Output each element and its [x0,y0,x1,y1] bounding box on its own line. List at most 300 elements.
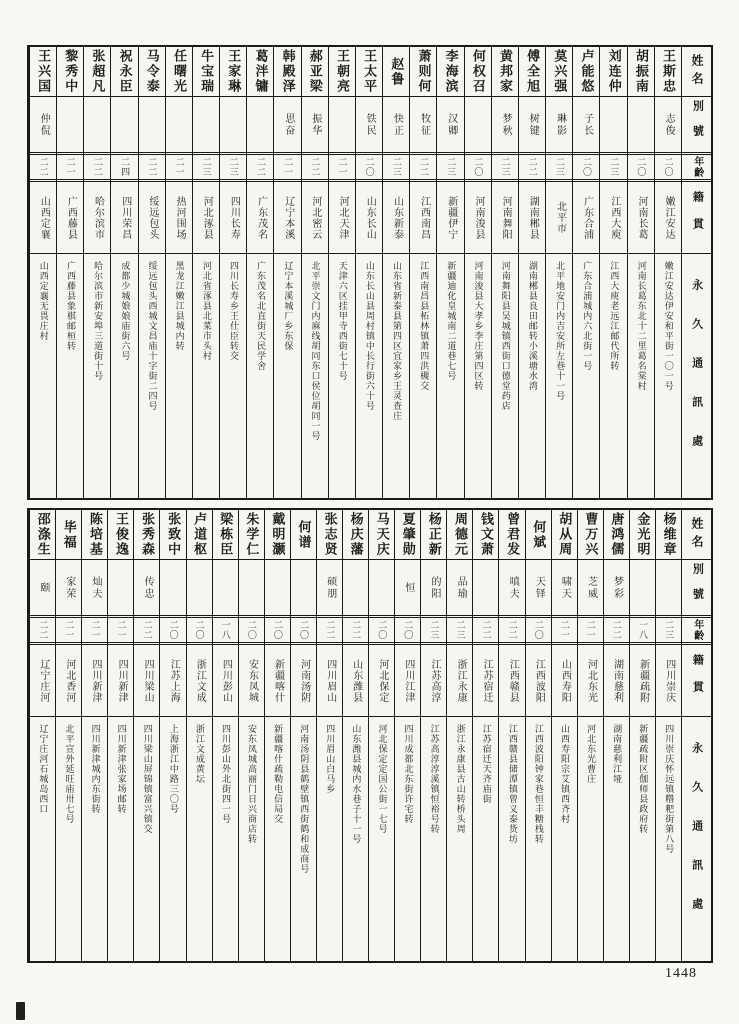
entry-alias-cell [519,97,545,155]
entry-origin: 河北保定 [376,658,388,703]
entry-address-cell [447,717,472,961]
entry-address-cell [57,254,83,498]
entry-age-cell [187,618,212,645]
entry-name: 葛泮镛 [253,49,269,94]
entry-name: 戴明灏 [270,512,286,557]
entry-age: 二〇 [298,620,309,640]
entry-name: 杨维章 [661,512,677,557]
entry-name: 黄邦家 [498,49,513,94]
header-origin-label: 籍貫 [691,190,704,245]
entry-alias: 汉卿 [445,112,457,137]
entry-address: 安东凤城高丽门日兴商店转 [247,724,258,844]
entry-age: 二三 [391,157,402,177]
entry-address: 辽宁本溪城厂乡东保 [283,261,294,351]
entry-alias-cell [499,560,524,618]
entry-alias-cell [274,97,300,155]
entry-alias-cell [369,560,394,618]
entry-column [472,510,498,961]
entry-address-cell [187,717,212,961]
entry-age-cell [56,618,81,645]
entry-name: 胡振南 [633,49,649,94]
entry-name-cell [421,510,446,560]
header-cell-alias [682,560,711,618]
entry-address-cell [546,254,572,498]
entry-name-cell [57,47,83,97]
entry-origin: 四川荣昌 [119,195,131,240]
entry-alias: 芝威 [585,575,597,600]
header-alias-label: 別號 [691,99,704,150]
entry-column [219,47,246,498]
entry-name-cell [369,510,394,560]
entry-name-cell [160,510,185,560]
entry-column [81,510,107,961]
entry-origin-cell [604,645,629,717]
entry-age-cell [82,618,107,645]
entry-origin-cell [30,182,56,254]
entry-age-cell [274,155,300,182]
entry-age-cell [265,618,290,645]
entry-address: 江西波阳钟家巷恒丰糖栈转 [533,724,544,844]
entry-origin: 辽宁本溪 [282,195,294,240]
entry-column [110,47,137,498]
entry-origin: 山西定襄 [38,195,50,240]
entry-name: 金光明 [635,512,651,557]
entry-address: 北平宣外延旺庙卅七号 [64,724,75,824]
entry-address-cell [552,717,577,961]
roster-table-bottom [27,508,713,963]
entry-origin-cell [369,645,394,717]
entry-address: 江西大庾老远江邮代所转 [609,261,620,371]
entry-name-cell [30,510,55,560]
entry-address: 成都少城娘娘庙街六号 [120,261,131,361]
entry-name-cell [383,47,409,97]
entry-age-cell [30,618,55,645]
entry-address-cell [247,254,273,498]
entry-alias: 品瑜 [455,575,467,600]
entry-column [159,510,185,961]
entry-alias-cell [30,97,56,155]
entry-address: 新疆迪化皇城南二道巷七号 [446,261,457,381]
entry-column [382,47,409,498]
entry-origin-cell [187,645,212,717]
entry-name-cell [465,47,491,97]
entry-alias-cell [600,97,626,155]
entry-column [138,47,165,498]
entry-address-cell [302,254,328,498]
entry-origin: 河南舞阳 [500,195,512,240]
entry-address: 山东潍县城内水巷子十一号 [351,724,362,844]
entry-origin-cell [134,645,159,717]
entries-top [29,47,681,498]
entry-origin: 广东合浦 [581,195,593,240]
entry-address: 河北东光曹庄 [586,724,597,784]
entry-age: 二三 [429,620,440,640]
entry-alias-cell [437,97,463,155]
entry-age: 二〇 [663,157,674,177]
entry-name-cell [499,510,524,560]
entry-column [518,47,545,498]
entry-alias-cell [343,560,368,618]
entry-origin: 四川梁山 [142,658,154,703]
entry-address: 四川崇庆怀远镇糌粑街第八号 [664,724,675,854]
entry-origin-cell [628,182,654,254]
entry-origin-cell [84,182,110,254]
entry-address: 河南汤阴县鹤壁镇西街鹤和成商号 [299,724,310,874]
entry-address: 四川长寿乡王仕臣转交 [229,261,239,361]
entry-age: 二三 [455,620,466,640]
entry-name-cell [84,47,110,97]
entry-age-cell [604,618,629,645]
entry-name-cell [302,47,328,97]
header-cell-origin [682,645,711,717]
entry-address-cell [213,717,238,961]
entry-origin: 江西南昌 [418,195,430,240]
entry-address-cell [82,717,107,961]
entry-address: 山西定襄无畏庄村 [38,261,49,341]
entry-origin: 河北密云 [309,195,321,240]
entry-name: 郝亚梁 [307,49,323,94]
entry-address-cell [193,254,219,498]
entry-column [165,47,192,498]
entry-age-cell [134,618,159,645]
entry-origin-cell [519,182,545,254]
entry-alias-cell [220,97,246,155]
entry-column [464,47,491,498]
entry-age: 二二 [527,157,538,177]
entry-alias-cell [57,97,83,155]
entry-column [654,47,681,498]
entry-address: 江苏高淳淳溪镇恒裕号转 [429,724,440,834]
entry-name: 何权召 [470,49,486,94]
entry-origin: 河北东光 [585,658,597,703]
entry-age: 二〇 [473,157,484,177]
entry-address-cell [160,717,185,961]
entry-age: 二一 [90,620,101,640]
entry-column [133,510,159,961]
entry-alias: 灿夫 [89,575,101,600]
entry-alias-cell [473,560,498,618]
entry-column [238,510,264,961]
entry-origin-cell [492,182,518,254]
entry-name: 王斯忠 [661,49,677,94]
entry-age-cell [369,618,394,645]
entry-origin: 哈尔滨市 [92,195,104,240]
entry-column [551,510,577,961]
entry-name-cell [139,47,165,97]
entry-alias: 恒 [402,581,414,594]
entry-address: 四川成都北东街许宅转 [403,724,414,824]
entry-age: 二二 [147,157,158,177]
entry-age-cell [220,155,246,182]
header-cell-age [682,155,711,182]
entry-alias-cell [604,560,629,618]
entry-address-cell [526,717,551,961]
entry-origin: 浙江永康 [455,658,467,703]
entry-address-cell [600,254,626,498]
entry-alias-cell [656,560,681,618]
entry-address: 北平地安门内吉安所左巷十一号 [555,261,566,401]
entry-age-cell [111,155,137,182]
entry-name: 牛宝瑞 [199,49,215,94]
entry-alias-cell [160,560,185,618]
entry-origin-cell [82,645,107,717]
entry-address-cell [84,254,110,498]
entry-origin: 河南汤阴 [298,658,310,703]
entry-column [355,47,382,498]
entry-address-cell [421,717,446,961]
entry-origin: 江西波阳 [533,658,545,703]
entry-name: 祝永臣 [117,49,133,94]
entry-address: 湖南慈利江垭 [612,724,623,784]
entry-age: 二二 [92,157,103,177]
entry-age: 二四 [120,157,131,177]
entry-age-cell [213,618,238,645]
entry-age-cell [84,155,110,182]
entry-address-cell [134,717,159,961]
entry-name: 卢道枢 [192,512,208,557]
entry-origin: 绥远包头 [146,195,158,240]
entry-alias: 梦彩 [611,575,623,600]
entry-address-cell [274,254,300,498]
entry-origin-cell [265,645,290,717]
entry-name-cell [604,510,629,560]
entry-origin: 江西大庾 [608,195,620,240]
entry-address: 河北省涿县北菜市头村 [201,261,212,361]
entry-age: 二〇 [194,620,205,640]
entry-age: 二〇 [377,620,388,640]
entry-address-cell [108,717,133,961]
entry-name: 何谱 [296,519,312,550]
entry-origin-cell [383,182,409,254]
entry-alias: 铁民 [364,112,376,137]
entry-address-cell [291,717,316,961]
entry-alias: 快正 [391,112,403,137]
entry-name-cell [213,510,238,560]
entry-age-cell [499,618,524,645]
entry-age: 二二 [351,620,362,640]
entry-age: 二一 [65,157,76,177]
entry-address: 新疆疏附区伽师县政府转 [638,724,649,834]
entry-address-cell [139,254,165,498]
entry-origin-cell [421,645,446,717]
entry-address: 湖南郴县良田邮转小溪塘水湾 [527,261,538,391]
header-age-label: 年齡 [691,619,703,641]
entry-alias-cell [213,560,238,618]
entry-alias-cell [630,560,655,618]
entry-name: 曾君发 [505,512,521,557]
entry-alias-cell [166,97,192,155]
entry-address: 辽宁庄河石城岛西口 [38,724,49,814]
entry-address: 山东省新泰县第四区宜家乡王灵查庄 [392,261,403,421]
entry-name: 陈培基 [87,512,103,557]
entry-column [290,510,316,961]
entry-name-cell [473,510,498,560]
entry-column [420,510,446,961]
entry-age-cell [546,155,572,182]
entry-alias-cell [655,97,681,155]
entry-age: 二二 [38,620,49,640]
entry-name-cell [492,47,518,97]
entry-origin: 江苏高淳 [429,658,440,703]
entry-alias-cell [356,97,382,155]
entry-column [603,510,629,961]
entry-address: 上海浙江中路三〇号 [168,724,179,814]
entry-address-cell [630,717,655,961]
entry-alias: 天铎 [533,575,545,600]
entry-origin-cell [526,645,551,717]
entry-address-cell [369,717,394,961]
entry-column [629,510,655,961]
header-alias-label: 別號 [691,562,704,613]
entry-alias-cell [247,97,273,155]
entry-name: 张致中 [166,512,182,557]
entry-address-cell [492,254,518,498]
header-cell-address [682,254,711,498]
entry-name-cell [343,510,368,560]
entry-age-cell [160,618,185,645]
entry-origin: 四川新津 [116,658,128,703]
entry-age: 二〇 [403,620,414,640]
entry-address: 河北保定定国公街一七号 [377,724,388,834]
entry-column [627,47,654,498]
entry-alias-cell [465,97,491,155]
entry-age: 一八 [638,620,648,640]
entry-alias-cell [302,97,328,155]
entry-address: 河南长葛东北十二里葛名棠村 [636,261,647,391]
entry-name: 王兴国 [36,49,52,94]
entry-origin-cell [395,645,420,717]
entry-alias: 牧征 [418,112,430,137]
entry-address: 新疆喀什疏勒电信局交 [273,724,284,824]
entry-alias: 嗔夫 [507,575,519,600]
entry-address: 江苏宿迁天齐庙街 [481,724,492,804]
entry-age-cell [465,155,491,182]
entry-alias: 硕朋 [324,575,336,600]
entry-name: 杨庆藩 [348,512,364,557]
entry-origin: 四川江津 [402,658,414,703]
entry-alias: 琳影 [554,112,566,137]
entry-origin-cell [656,645,681,717]
entry-name-cell [329,47,355,97]
entry-origin: 四川长寿 [228,195,240,240]
entry-column [394,510,420,961]
entry-origin-cell [57,182,83,254]
entry-age: 二三 [609,157,620,177]
entry-name: 王俊逸 [113,512,129,557]
entry-age-cell [628,155,654,182]
entry-name: 钱文萧 [479,512,495,557]
entry-name: 莫兴强 [552,49,568,94]
entry-age-cell [655,155,681,182]
entry-address: 广西藤县象棋邮桓转 [65,261,76,351]
entry-name: 李海滨 [443,49,459,94]
entry-address: 浙江文成黄坛 [194,724,205,784]
entry-column [409,47,436,498]
entry-origin-cell [578,645,603,717]
header-address-label: 永久通訊處 [690,741,703,937]
entry-age-cell [552,618,577,645]
entry-alias-cell [239,560,264,618]
entry-age-cell [519,155,545,182]
entry-origin-cell [499,645,524,717]
entry-name-cell [630,510,655,560]
entry-address-cell [604,717,629,961]
entry-age: 二一 [64,620,75,640]
entry-origin-cell [473,645,498,717]
entry-address: 山西寿阳宗艾镇西齐村 [559,724,570,824]
entry-column [192,47,219,498]
entry-origin: 广东茂名 [255,195,267,240]
entry-age-cell [473,618,498,645]
entry-name-cell [134,510,159,560]
entry-name: 夏肇勋 [400,512,416,557]
entry-age: 二二 [310,157,321,177]
entry-origin-cell [160,645,185,717]
header-address-label: 永久通訊處 [690,278,703,474]
entry-age: 二二 [418,157,429,177]
entry-origin: 四川新津 [89,658,101,703]
entry-name: 黎秀中 [63,49,79,94]
entry-age-cell [317,618,342,645]
entry-column [545,47,572,498]
entry-column [525,510,551,961]
entry-alias-cell [552,560,577,618]
entry-column [577,510,603,961]
entry-alias: 思奋 [282,112,294,137]
entry-column [186,510,212,961]
entry-origin-cell [437,182,463,254]
entry-address: 天津六区挂甲寺西街七十号 [337,261,348,381]
entry-origin: 河南浚县 [472,195,484,240]
entry-alias-cell [573,97,599,155]
entry-alias-cell [628,97,654,155]
entry-name-cell [274,47,300,97]
entry-age-cell [421,618,446,645]
entry-column [498,510,524,961]
entry-name-cell [656,510,681,560]
entry-name: 何斌 [531,519,547,550]
entry-origin: 新疆伊宁 [445,195,457,240]
header-origin-label: 籍貫 [691,653,704,708]
entry-age: 二一 [337,157,348,177]
entry-age-cell [193,155,219,182]
entry-age-cell [302,155,328,182]
entry-alias-cell [329,97,355,155]
entry-origin-cell [356,182,382,254]
entry-age: 二〇 [636,157,647,177]
entry-age: 二三 [500,157,511,177]
entry-age: 二二 [38,157,49,177]
entry-origin-cell [213,645,238,717]
entry-age: 一八 [220,620,231,640]
entry-origin-cell [220,182,246,254]
entry-origin: 安东凤城 [246,658,258,703]
entry-origin-cell [410,182,436,254]
entry-address-cell [383,254,409,498]
header-age-label: 年齡 [691,156,703,178]
entry-column [328,47,355,498]
entry-name: 卢能悠 [579,49,595,94]
entry-name: 马令泰 [144,49,160,94]
header-column-top [681,47,711,498]
entry-name: 萧则何 [416,49,432,94]
entry-origin: 江苏上海 [168,658,180,703]
entry-address: 山东长山县周村镇中长行街六十号 [364,261,375,411]
entry-origin: 北平市 [554,201,566,234]
entry-name: 曹万兴 [583,512,599,557]
entry-age: 二一 [283,157,294,177]
page-number: 1448 [665,966,697,981]
